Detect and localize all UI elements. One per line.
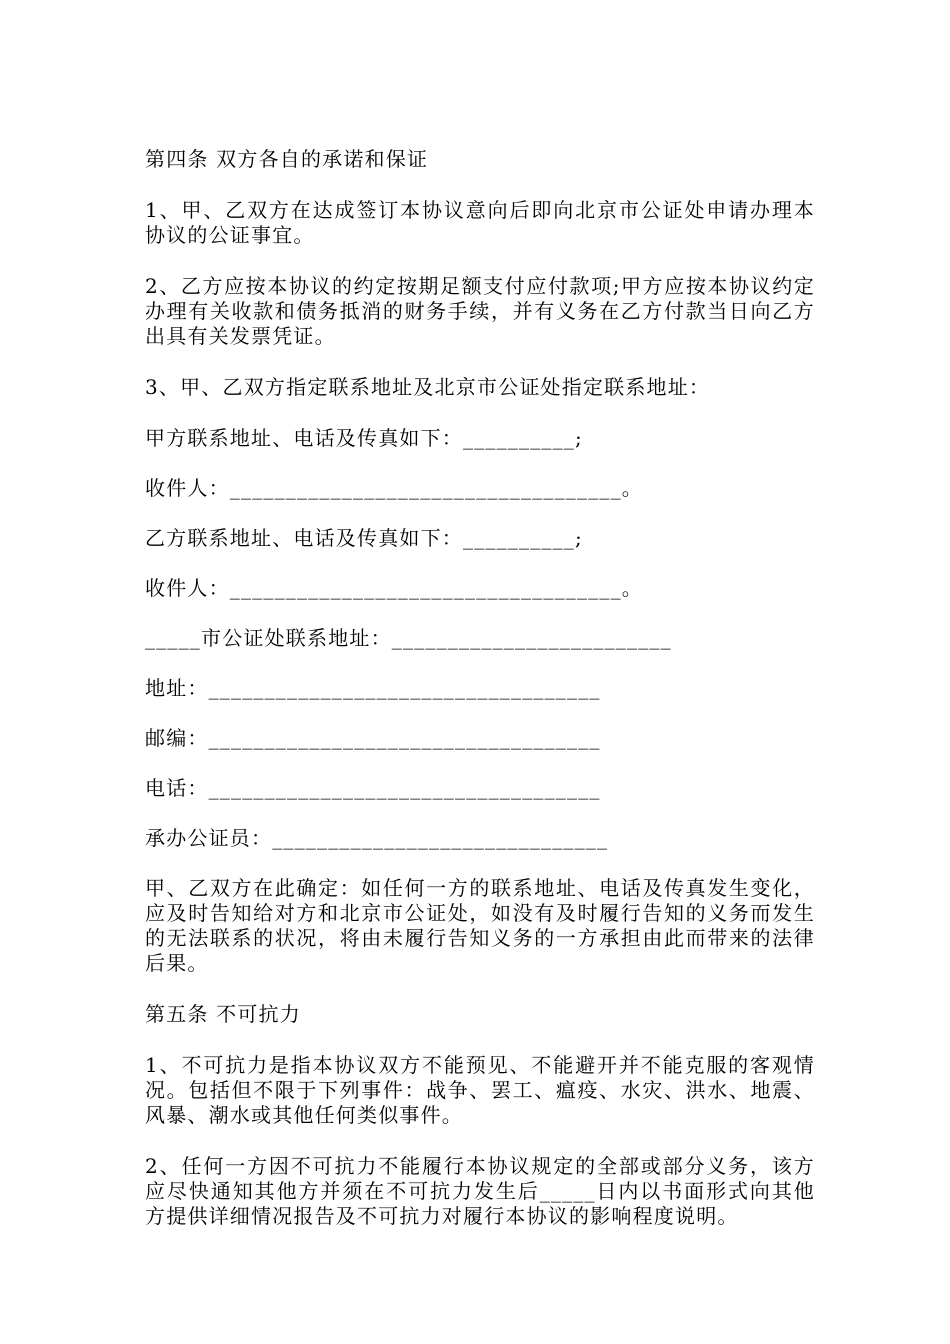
article-4-clause-3: 3、甲、乙双方指定联系地址及北京市公证处指定联系地址：: [145, 375, 711, 399]
party-b-contact-line: 乙方联系地址、电话及传真如下：__________;: [145, 526, 583, 550]
article-5-heading: 第五条 不可抗力: [145, 1002, 301, 1026]
article-4-clause-2: 2、乙方应按本协议的约定按期足额支付应付款项;甲方应按本协议约定办理有关收款和债务抵消的财务手续，并有义务在乙方付款当日向乙方出具有关发票凭证。: [145, 274, 815, 348]
party-a-contact-line: 甲方联系地址、电话及传真如下：__________;: [145, 426, 583, 450]
article-4-clause-1: 1、甲、乙双方在达成签订本协议意向后即向北京市公证处申请办理本协议的公证事宜。: [145, 198, 815, 247]
article-4-heading: 第四条 双方各自的承诺和保证: [145, 147, 429, 171]
party-a-recipient-line: 收件人：___________________________________。: [145, 476, 643, 500]
article-5-clause-1: 1、不可抗力是指本协议双方不能预见、不能避开并不能克服的客观情况。包括但不限于下列事件：战争、罢工、瘟疫、水灾、洪水、地震、风暴、潮水或其他任何类似事件。: [145, 1053, 815, 1127]
contact-change-clause: 甲、乙双方在此确定：如任何一方的联系地址、电话及传真发生变化，应及时告知给对方和北京市公证处，如没有及时履行告知的义务而发生的无法联系的状况，将由未履行告知义务的一方承担由此而带来的法律后果。: [145, 876, 815, 975]
address-line: 地址：___________________________________: [145, 676, 601, 700]
document-body: [145, 147, 815, 1255]
postcode-line: 邮编：___________________________________: [145, 726, 601, 750]
notary-office-address-line: _____市公证处联系地址：_________________________: [145, 626, 672, 650]
phone-line: 电话：___________________________________: [145, 776, 601, 800]
party-b-recipient-line: 收件人：___________________________________。: [145, 576, 643, 600]
article-5-clause-2: 2、任何一方因不可抗力不能履行本协议规定的全部或部分义务，该方应尽快通知其他方并须在不可抗力发生后_____日内以书面形式向其他方提供详细情况报告及不可抗力对履行本协议的影响程度说明。: [145, 1154, 815, 1228]
notary-officer-line: 承办公证员：______________________________: [145, 826, 609, 850]
